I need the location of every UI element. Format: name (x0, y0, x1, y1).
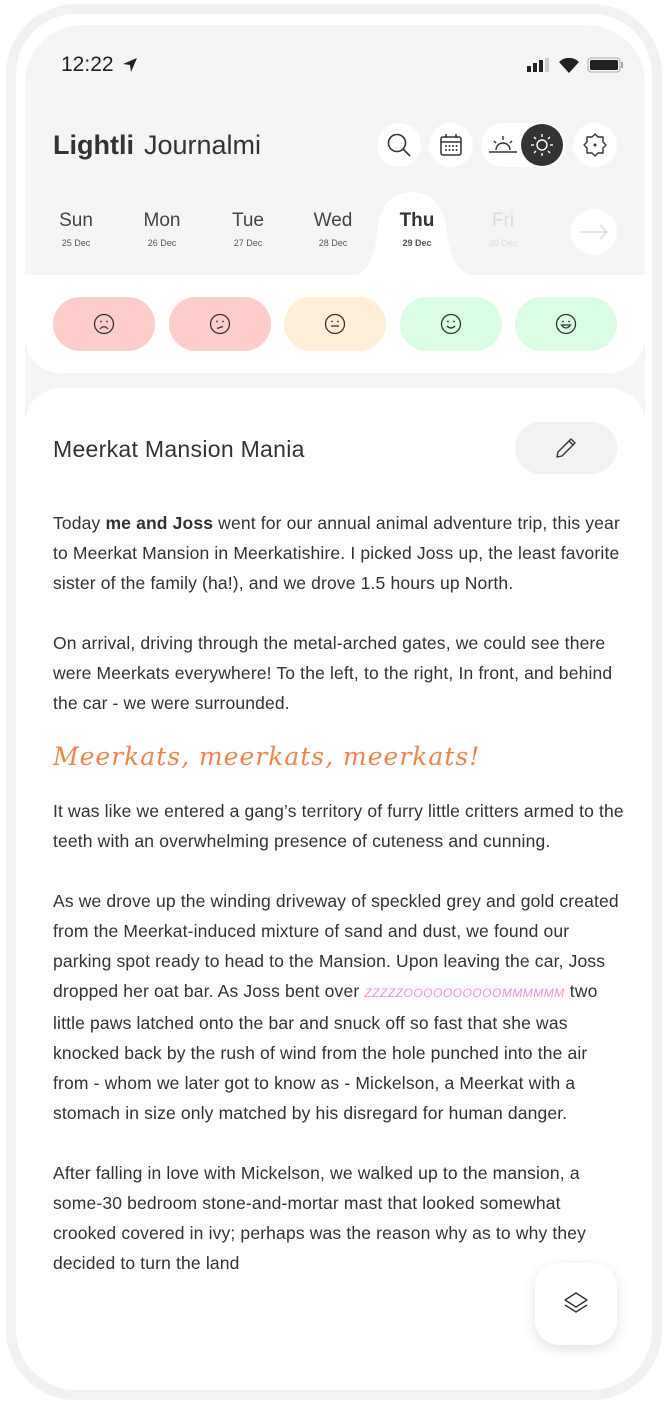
calendar-icon (439, 133, 463, 157)
mood-very-happy-button[interactable] (515, 297, 617, 351)
very-sad-face-icon (93, 313, 115, 335)
app-title (53, 130, 261, 161)
location-arrow-icon (122, 57, 138, 73)
day-wed[interactable] (293, 210, 373, 248)
pencil-icon (554, 436, 578, 460)
day-date: 25 Dec (61, 238, 91, 248)
day-name: Fri (491, 210, 515, 231)
clock (61, 53, 138, 77)
sound-effect-text: ZZZZZOOOOOOOOOOMMMMMM (364, 986, 565, 1000)
day-name: Thu (399, 210, 435, 231)
day-date: 30 Dec (488, 238, 518, 248)
mood-card (25, 275, 645, 373)
paragraph (53, 886, 625, 1128)
wifi-icon (559, 58, 579, 73)
day-name: Mon (143, 210, 181, 231)
app-screen (25, 25, 645, 1390)
battery-icon (587, 57, 625, 73)
very-happy-face-icon (555, 313, 577, 335)
status-time: 12:22 (61, 53, 114, 76)
settings-button[interactable] (573, 123, 617, 167)
paragraph: On arrival, driving through the metal-arched gates, we could see there were Meerkats everywhere! To the left, to the right, In front, and behind the car - we were surrounded. (53, 633, 613, 713)
gear-icon (582, 132, 608, 158)
day-name: Wed (313, 210, 353, 231)
sunrise-icon (487, 133, 519, 157)
entry-title: Meerkat Mansion Mania (53, 436, 305, 462)
day-thu[interactable] (377, 210, 457, 248)
text: Today (53, 513, 106, 533)
signal-icon (527, 58, 551, 72)
day-fri[interactable] (463, 210, 543, 248)
mood-very-sad-button[interactable] (53, 297, 155, 351)
text: two little paws latched onto the bar and snuck off so fast that she was knocked back by the rush of wind from the hole punched into the air from - whom we later got to know as - Mickelson, a Meerkat with a stomach in size only matched by his disregard for human danger. (53, 981, 598, 1123)
handwritten-heading: Meerkats, meerkats, meerkats! (53, 742, 481, 771)
search-icon (386, 132, 412, 158)
text: went for our annual animal adventure trip, this year to Meerkat Mansion in Meerkatishire. I picked Joss up, the least favorite sister of the family (ha!), and we drove 1.5 hours up North. (53, 513, 620, 593)
theme-toggle[interactable] (481, 123, 565, 167)
mood-neutral-button[interactable] (284, 297, 386, 351)
mood-sad-button[interactable] (169, 297, 271, 351)
bold-text: me and Joss (105, 513, 214, 533)
day-selector (25, 190, 645, 276)
day-sun[interactable] (36, 210, 116, 248)
sad-face-icon (209, 313, 231, 335)
light-mode-button[interactable] (521, 124, 563, 166)
day-date: 29 Dec (402, 238, 432, 248)
paragraph (53, 508, 625, 598)
day-name: Tue (231, 210, 265, 231)
day-date: 26 Dec (147, 238, 177, 248)
layers-icon (562, 1290, 590, 1318)
app-header (53, 120, 617, 170)
day-date: 28 Dec (318, 238, 348, 248)
layers-button[interactable] (535, 1263, 617, 1345)
paragraph: It was like we entered a gang’s territory of furry little critters armed to the teeth with an overwhelming presence of cuteness and cunning. (53, 801, 624, 851)
search-button[interactable] (377, 123, 421, 167)
entry-body[interactable] (53, 508, 625, 1308)
day-mon[interactable] (122, 210, 202, 248)
sun-icon (530, 133, 554, 157)
text: As we drove up the winding driveway of speckled grey and gold created from the Meerkat-induced mixture of sand and dust, we found our parking spot ready to head to the Mansion. Upon leaving the car, Joss dropped her oat bar. As Joss bent over (53, 891, 619, 1001)
brand-light: Journalmi (143, 129, 262, 160)
arrow-right-icon (579, 224, 609, 240)
calendar-button[interactable] (429, 123, 473, 167)
happy-face-icon (440, 313, 462, 335)
day-date: 27 Dec (233, 238, 263, 248)
mood-happy-button[interactable] (400, 297, 502, 351)
next-days-button[interactable] (571, 209, 617, 255)
journal-entry (25, 388, 645, 1390)
day-tue[interactable] (208, 210, 288, 248)
edit-button[interactable] (515, 422, 617, 474)
day-name: Sun (59, 210, 93, 231)
paragraph: After falling in love with Mickelson, we walked up to the mansion, a some-30 bedroom stone-and-mortar mast that looked somewhat crooked covered in ivy; perhaps was the reason why as to why they decided to turn the land (53, 1163, 587, 1273)
status-bar (61, 53, 625, 77)
neutral-face-icon (324, 313, 346, 335)
brand-bold: Lightli (53, 129, 134, 160)
